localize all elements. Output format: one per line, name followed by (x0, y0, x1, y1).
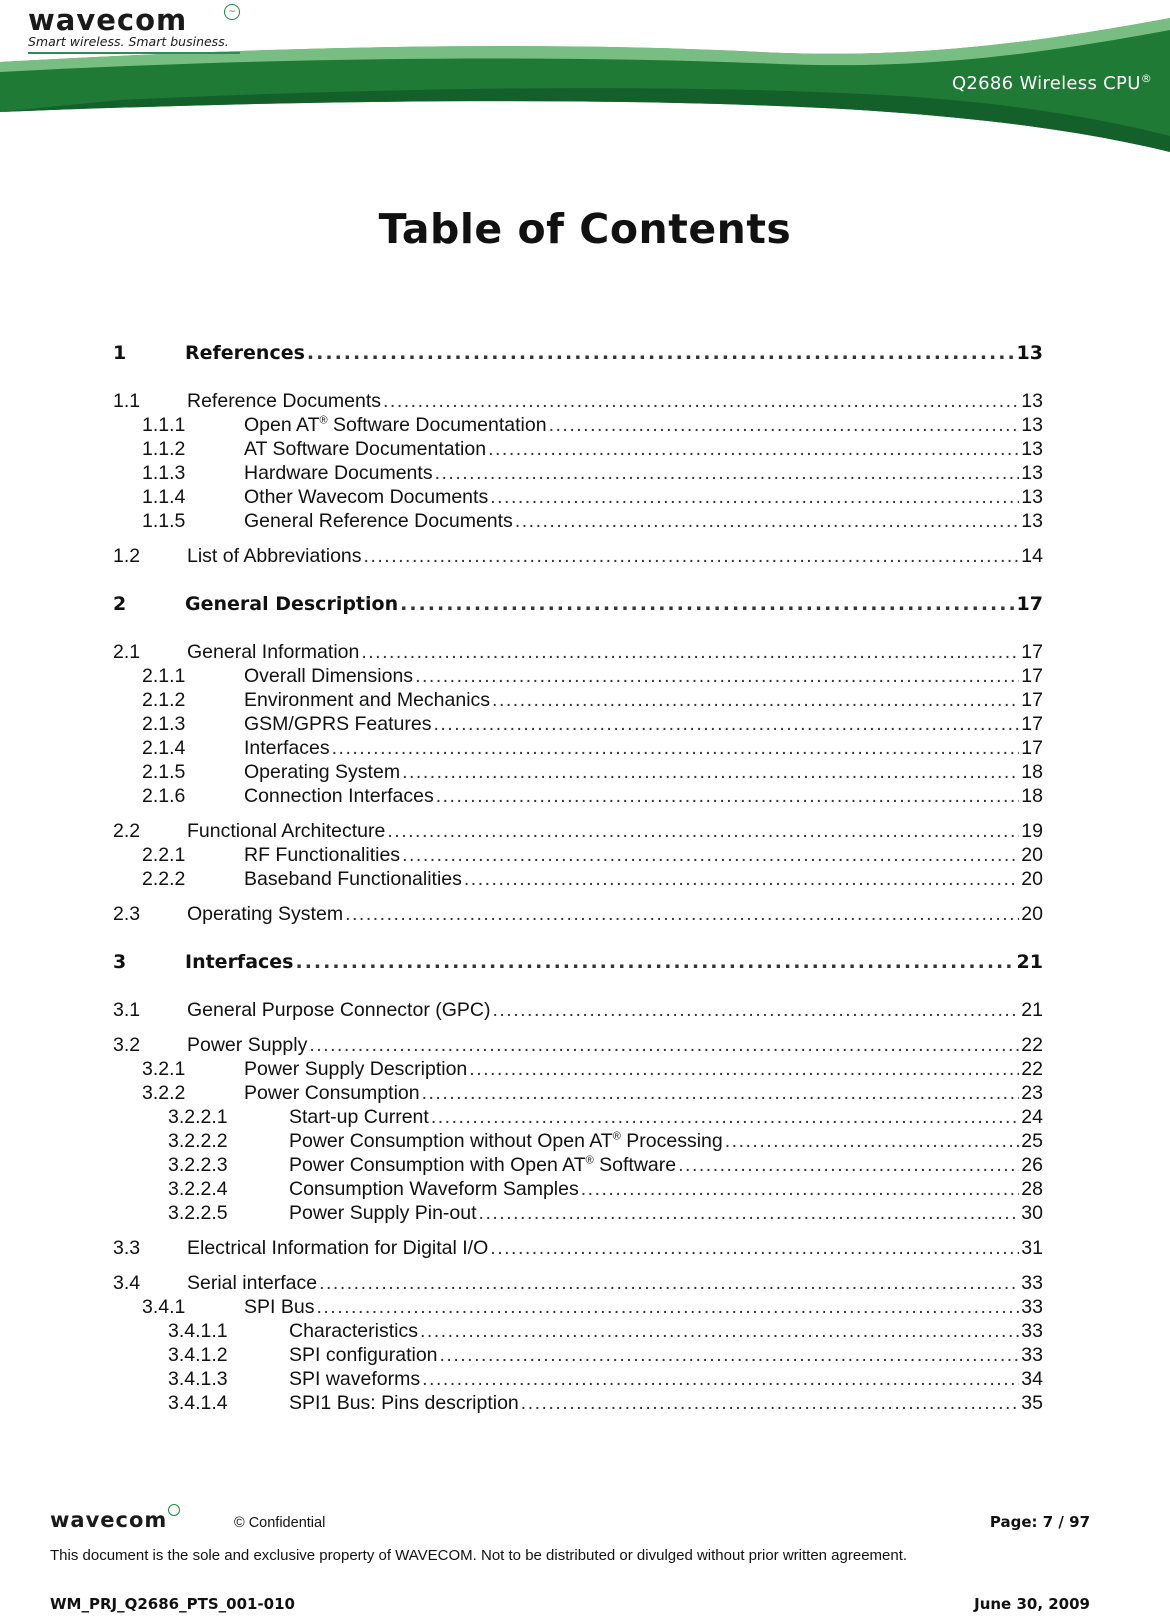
toc-entry-page: 17 (1016, 593, 1043, 615)
toc-entry-title-text: Power Supply (187, 1034, 308, 1056)
toc-entry-title (244, 737, 330, 760)
toc-entry-title (185, 342, 305, 364)
toc-entry[interactable] (113, 999, 1043, 1022)
toc-entry-title-text: Consumption Waveform Samples (289, 1178, 579, 1200)
toc-entry-title (244, 438, 486, 461)
logo-registered-icon: ~ (224, 4, 240, 20)
toc-entry-title (244, 785, 434, 808)
dot-leader (488, 438, 1019, 461)
dot-leader (435, 462, 1020, 485)
toc-entry-page: 20 (1021, 903, 1043, 925)
toc-entry-title (289, 1178, 579, 1201)
dot-leader (469, 1058, 1019, 1081)
toc-entry-number: 2.1.2 (142, 689, 186, 711)
toc-entry-title-suffix: Processing (620, 1130, 723, 1152)
toc-entry-number: 3.2.2.3 (168, 1154, 228, 1176)
toc-entry-title-text: Power Consumption without Open AT (289, 1130, 613, 1152)
dot-leader (307, 342, 1015, 364)
toc-entry-title (185, 951, 293, 973)
toc-entry-title-text: Start-up Current (289, 1106, 429, 1128)
toc-entry-number: 3.4.1.4 (168, 1392, 228, 1414)
document-date: June 30, 2009 (974, 1595, 1090, 1613)
toc-entry-number: 2.3 (113, 903, 141, 925)
dot-leader (415, 665, 1019, 688)
toc-entry-title-text: SPI configuration (289, 1344, 438, 1366)
toc-entry-number: 3.2.2.1 (168, 1106, 228, 1128)
toc-entry-number: 2.1.4 (142, 737, 186, 759)
dot-leader (479, 1202, 1020, 1225)
toc-entry[interactable] (113, 903, 1043, 926)
toc-entry[interactable] (113, 1130, 1043, 1153)
toc-entry-title (187, 545, 362, 568)
toc-entry-title-text: Interfaces (244, 737, 330, 759)
toc-entry-title (244, 510, 513, 533)
toc-entry-number: 3.4 (113, 1272, 141, 1294)
toc-entry-title-text: Power Supply Description (244, 1058, 468, 1080)
toc-entry[interactable] (113, 390, 1043, 413)
toc-entry-number: 3.4.1 (142, 1296, 186, 1318)
toc-entry-page: 25 (1021, 1130, 1043, 1152)
toc-entry-page: 33 (1021, 1344, 1043, 1366)
toc-entry[interactable] (113, 462, 1043, 485)
toc-entry[interactable] (113, 641, 1043, 664)
toc-entry-title (244, 1082, 420, 1105)
toc-entry-title-text: Serial interface (187, 1272, 318, 1294)
confidential-label: © Confidential (234, 1515, 326, 1531)
toc-entry-page: 33 (1021, 1296, 1043, 1318)
toc-entry-title-text: Overall Dimensions (244, 665, 414, 687)
dot-leader (345, 903, 1019, 926)
toc-entry-page: 17 (1021, 737, 1043, 759)
dot-leader (387, 820, 1019, 843)
dot-leader (549, 414, 1020, 437)
toc-entry[interactable] (113, 1368, 1043, 1391)
toc-entry-page: 28 (1021, 1178, 1043, 1200)
toc-entry-title (289, 1130, 723, 1153)
toc-entry-title-text: GSM/GPRS Features (244, 713, 432, 735)
toc-entry-number: 2.1 (113, 641, 141, 663)
toc-entry-title (244, 462, 433, 485)
dot-leader (492, 999, 1019, 1022)
toc-entry-page: 20 (1021, 868, 1043, 890)
registered-mark: ® (585, 1154, 594, 1167)
toc-entry-title-text: SPI Bus (244, 1296, 315, 1318)
toc-entry-title (187, 820, 385, 843)
dot-leader (402, 761, 1019, 784)
toc-entry-title (244, 713, 431, 736)
toc-entry-title-text: Other Wavecom Documents (244, 486, 489, 508)
toc-entry[interactable] (113, 486, 1043, 509)
toc-entry-title-text: AT Software Documentation (244, 438, 487, 460)
toc-entry-title-text: General Information (187, 641, 360, 663)
toc-entry-title (244, 1296, 314, 1319)
toc-entry-title (187, 1272, 317, 1295)
toc-entry[interactable] (113, 737, 1043, 760)
dot-leader (361, 641, 1019, 664)
dot-leader (364, 545, 1020, 568)
page-number: Page: 7 / 97 (989, 1513, 1090, 1531)
toc-entry-page: 17 (1021, 713, 1043, 735)
toc-entry[interactable] (113, 689, 1043, 712)
product-reg-mark: ® (1140, 72, 1152, 85)
dot-leader (402, 844, 1019, 867)
document-reference: WM_PRJ_Q2686_PTS_001-010 (50, 1595, 295, 1613)
wavecom-logo (28, 4, 240, 54)
toc-entry-page: 13 (1021, 486, 1043, 508)
toc-entry-title-text: General Description (185, 593, 399, 615)
toc-entry-title (187, 1034, 307, 1057)
toc-entry[interactable] (113, 951, 1043, 973)
dot-leader (515, 510, 1019, 533)
toc-entry[interactable] (113, 1296, 1043, 1319)
toc-entry-number: 3.2.2.4 (168, 1178, 228, 1200)
dot-leader (464, 868, 1019, 891)
toc-entry-number: 3 (113, 951, 127, 973)
toc-entry-number: 2.1.3 (142, 713, 186, 735)
toc-entry-number: 2.1.1 (142, 665, 186, 687)
dot-leader (490, 486, 1019, 509)
toc-entry[interactable] (113, 1034, 1043, 1057)
toc-entry[interactable] (113, 1272, 1043, 1295)
product-name (952, 72, 1152, 94)
toc-entry-title-text: Reference Documents (187, 390, 382, 412)
dot-leader (678, 1154, 1019, 1177)
toc-entry-page: 22 (1021, 1058, 1043, 1080)
toc-entry-page: 20 (1021, 844, 1043, 866)
toc-entry[interactable] (113, 1178, 1043, 1201)
toc-entry-number: 3.2 (113, 1034, 141, 1056)
toc-entry-number: 3.4.1.1 (168, 1320, 228, 1342)
dot-leader (319, 1272, 1019, 1295)
registered-mark: ® (612, 1130, 621, 1143)
toc-entry-page: 21 (1021, 999, 1043, 1021)
toc-entry-title-text: Hardware Documents (244, 462, 433, 484)
dot-leader (490, 1237, 1019, 1260)
toc-entry[interactable] (113, 665, 1043, 688)
toc-entry-page: 13 (1021, 390, 1043, 412)
toc-entry-title (244, 486, 488, 509)
toc-entry[interactable] (113, 1154, 1043, 1177)
toc-entry-number: 3.2.2.2 (168, 1130, 228, 1152)
toc-entry-number: 2.1.5 (142, 761, 186, 783)
toc-entry[interactable] (113, 414, 1043, 437)
toc-entry[interactable] (113, 868, 1043, 891)
toc-entry-title (185, 593, 398, 615)
toc-entry-number: 1.1.1 (142, 414, 186, 436)
toc-entry-title-text: General Reference Documents (244, 510, 513, 532)
toc-entry-page: 34 (1021, 1368, 1043, 1390)
toc-entry-title-text: SPI1 Bus: Pins description (289, 1392, 519, 1414)
toc-entry-number: 1.1.5 (142, 510, 186, 532)
toc-entry-page: 31 (1021, 1237, 1043, 1259)
page-header (0, 0, 1170, 160)
toc-entry-title (289, 1368, 420, 1391)
toc-entry[interactable] (113, 761, 1043, 784)
footer-logo-word: wavecom (50, 1508, 168, 1532)
toc-entry-number: 1.1.2 (142, 438, 186, 460)
toc-entry-page: 19 (1021, 820, 1043, 842)
toc-entry[interactable] (113, 820, 1043, 843)
toc-entry-title (187, 641, 359, 664)
toc-entry-title-text: Open AT (244, 414, 320, 436)
toc-entry-number: 1 (113, 342, 127, 364)
toc-entry[interactable] (113, 438, 1043, 461)
toc-entry-number: 2.2.2 (142, 868, 186, 890)
toc-entry-title (244, 414, 547, 437)
toc-entry-title (244, 761, 400, 784)
dot-leader (725, 1130, 1020, 1153)
toc-entry-title (244, 1058, 467, 1081)
toc-entry-page: 13 (1021, 510, 1043, 532)
dot-leader (420, 1320, 1019, 1343)
toc-entry-page: 17 (1021, 689, 1043, 711)
toc-entry-title-suffix: Software (593, 1154, 677, 1176)
toc-entry-title-text: Characteristics (289, 1320, 418, 1342)
toc-entry[interactable] (113, 510, 1043, 533)
toc-entry-page: 18 (1021, 761, 1043, 783)
page-title: Table of Contents (378, 205, 792, 253)
toc-entry-number: 3.2.1 (142, 1058, 186, 1080)
toc-entry-title (289, 1154, 676, 1177)
toc-entry-page: 13 (1021, 414, 1043, 436)
dot-leader (316, 1296, 1019, 1319)
toc-entry-page: 24 (1021, 1106, 1043, 1128)
dot-leader (440, 1344, 1020, 1367)
toc-entry-title-text: Baseband Functionalities (244, 868, 462, 890)
toc-entry-page: 23 (1021, 1082, 1043, 1104)
toc-entry[interactable] (113, 844, 1043, 867)
toc-entry-title (289, 1392, 519, 1415)
footer-logo (50, 1508, 180, 1532)
toc-entry[interactable] (113, 1082, 1043, 1105)
toc-entry-title-text: Operating System (187, 903, 344, 925)
toc-entry-page: 21 (1016, 951, 1043, 973)
toc-entry-number: 3.4.1.3 (168, 1368, 228, 1390)
toc-entry-number: 1.2 (113, 545, 141, 567)
toc-entry-number: 1.1.3 (142, 462, 186, 484)
dot-leader (581, 1178, 1020, 1201)
toc-entry[interactable] (113, 1058, 1043, 1081)
toc-entry-title (289, 1202, 477, 1225)
toc-entry-page: 26 (1021, 1154, 1043, 1176)
toc-entry[interactable] (113, 1237, 1043, 1260)
dot-leader (309, 1034, 1019, 1057)
toc-entry-page: 30 (1021, 1202, 1043, 1224)
dot-leader (436, 785, 1020, 808)
toc-entry[interactable] (113, 1344, 1043, 1367)
toc-entry[interactable] (113, 1106, 1043, 1129)
toc-entry-title-text: Electrical Information for Digital I/O (187, 1237, 489, 1259)
toc-entry-title-text: Interfaces (185, 951, 294, 973)
toc-entry-title-text: Environment and Mechanics (244, 689, 491, 711)
dot-leader (431, 1106, 1019, 1129)
toc-entry[interactable] (113, 713, 1043, 736)
toc-entry[interactable] (113, 1320, 1043, 1343)
dot-leader (332, 737, 1020, 760)
toc-entry-number: 2 (113, 593, 127, 615)
dot-leader (295, 951, 1014, 973)
toc-entry-title (244, 868, 462, 891)
toc-entry[interactable] (113, 545, 1043, 568)
toc-entry-page: 35 (1021, 1392, 1043, 1414)
logo-wordmark: wavecom (28, 3, 188, 37)
product-name-text: Q2686 Wireless CPU (951, 73, 1141, 94)
toc-entry[interactable] (113, 785, 1043, 808)
dot-leader (422, 1082, 1020, 1105)
toc-entry-page: 14 (1021, 545, 1043, 567)
toc-entry-page: 13 (1016, 342, 1043, 364)
logo-tagline: Smart wireless. Smart business. (28, 34, 229, 49)
toc-entry-number: 1.1 (113, 390, 141, 412)
toc-entry-title (187, 999, 490, 1022)
toc-entry-number: 2.2 (113, 820, 141, 842)
toc-entry-title (244, 689, 490, 712)
toc-entry-number: 1.1.4 (142, 486, 186, 508)
dot-leader (400, 593, 1014, 615)
toc-entry-number: 2.1.6 (142, 785, 186, 807)
logo-underline (28, 52, 240, 54)
toc-entry-title-text: Power Supply Pin-out (289, 1202, 477, 1224)
toc-entry-number: 3.2.2.5 (168, 1202, 228, 1224)
toc-entry-title-text: List of Abbreviations (187, 545, 362, 567)
toc-entry-title-text: Power Consumption with Open AT (289, 1154, 586, 1176)
toc-entry-title-text: Connection Interfaces (244, 785, 434, 807)
toc-entry-title (244, 844, 400, 867)
footer-logo-mark-icon (168, 1504, 180, 1516)
toc-entry-title-text: General Purpose Connector (GPC) (187, 999, 491, 1021)
toc-entry-page: 13 (1021, 438, 1043, 460)
toc-entry-title-text: Operating System (244, 761, 401, 783)
toc-entry-number: 3.4.1.2 (168, 1344, 228, 1366)
dot-leader (433, 713, 1019, 736)
toc-entry[interactable] (113, 342, 1043, 364)
dot-leader (422, 1368, 1019, 1391)
toc-entry-title-text: Power Consumption (244, 1082, 420, 1104)
toc-entry-title (289, 1344, 438, 1367)
toc-entry-page: 33 (1021, 1272, 1043, 1294)
toc-entry[interactable] (113, 593, 1043, 615)
toc-entry-page: 18 (1021, 785, 1043, 807)
toc-entry-page: 33 (1021, 1320, 1043, 1342)
dot-leader (492, 689, 1019, 712)
toc-entry-number: 3.1 (113, 999, 141, 1021)
toc-entry-number: 3.3 (113, 1237, 141, 1259)
toc-entry-title (187, 1237, 488, 1260)
toc-entry[interactable] (113, 1392, 1043, 1415)
toc-entry-title-text: References (185, 342, 305, 364)
toc-entry-number: 2.2.1 (142, 844, 186, 866)
toc-entry[interactable] (113, 1202, 1043, 1225)
dot-leader (383, 390, 1019, 413)
toc-entry-title-suffix: Software Documentation (327, 414, 547, 436)
toc-entry-title (289, 1106, 429, 1129)
disclaimer-text: This document is the sole and exclusive property of WAVECOM. Not to be distributed or divulged without prior written agreement. (50, 1547, 908, 1564)
toc-entry-page: 17 (1021, 641, 1043, 663)
toc-entry-title (244, 665, 413, 688)
toc-entry-title-text: Functional Architecture (187, 820, 386, 842)
toc-entry-page: 13 (1021, 462, 1043, 484)
toc-entry-title (187, 903, 343, 926)
toc-entry-number: 3.2.2 (142, 1082, 186, 1104)
dot-leader (521, 1392, 1020, 1415)
toc-entry-page: 17 (1021, 665, 1043, 687)
toc-entry-title-text: SPI waveforms (289, 1368, 421, 1390)
toc-entry-title-text: RF Functionalities (244, 844, 401, 866)
toc-entry-title (187, 390, 381, 413)
registered-mark: ® (319, 414, 328, 427)
toc-entry-title (289, 1320, 418, 1343)
toc-entry-page: 22 (1021, 1034, 1043, 1056)
